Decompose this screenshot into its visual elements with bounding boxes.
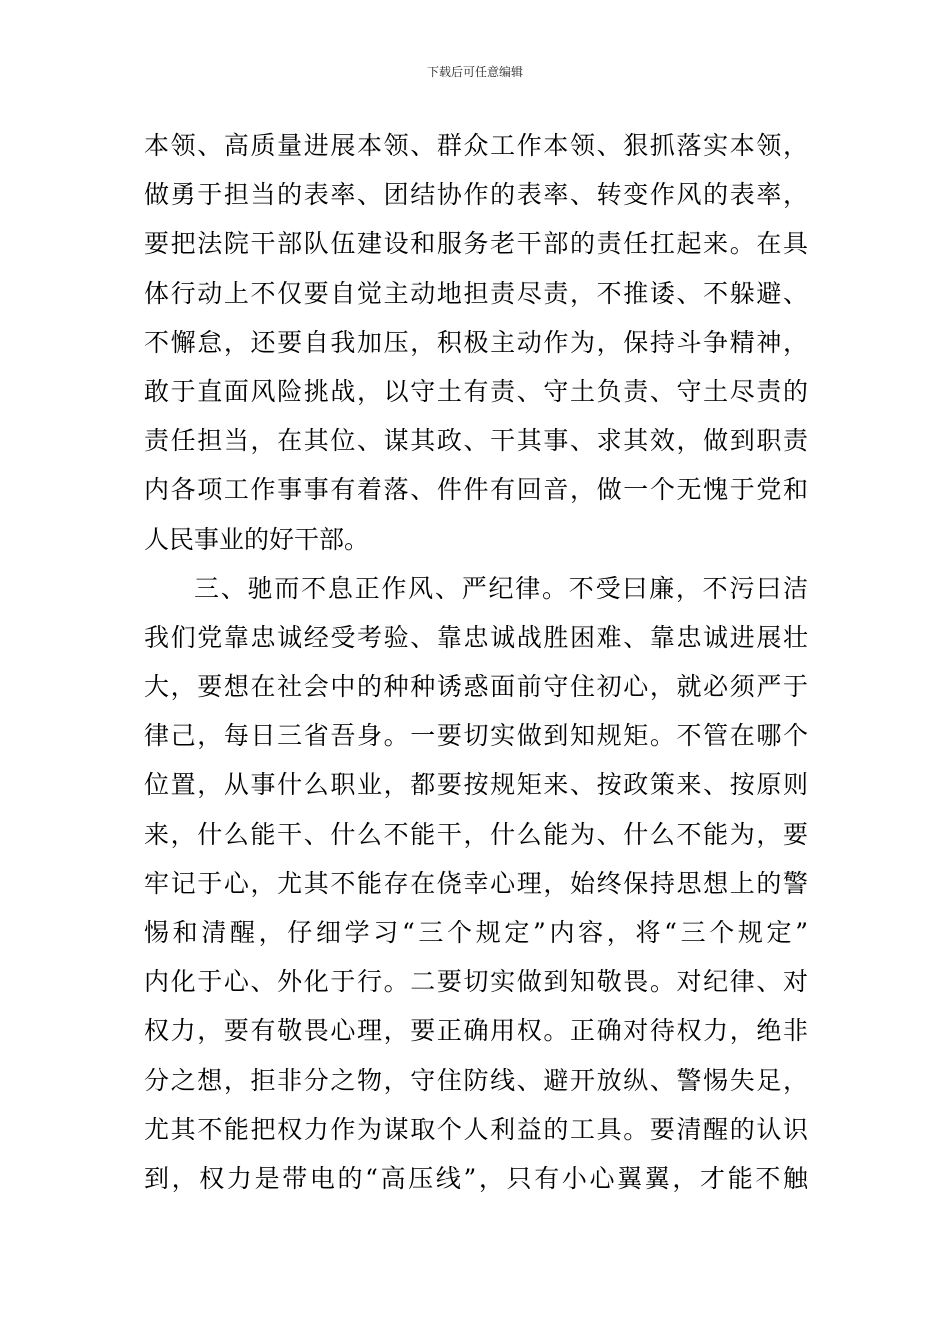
- text-line: 我们党靠忠诚经受考验、靠忠诚战胜困难、靠忠诚进展壮: [144, 622, 808, 652]
- text-line: 到，权力是带电的“高压线”，只有小心翼翼，才能不触: [144, 1163, 808, 1193]
- text-line: 律己，每日三省吾身。一要切实做到知规矩。不管在哪个: [144, 721, 808, 751]
- text-line: 责任担当，在其位、谋其政、干其事、求其效，做到职责: [144, 426, 808, 456]
- text-line: 来，什么能干、什么不能干，什么能为、什么不能为，要: [144, 819, 808, 849]
- text-line: 惕和清醒，仔细学习“三个规定”内容，将“三个规定”: [144, 918, 808, 947]
- text-line: 人民事业的好干部。: [144, 524, 370, 554]
- text-line: 尤其不能把权力作为谋取个人利益的工具。要清醒的认识: [144, 1114, 808, 1144]
- section-heading-line: 三、驰而不息正作风、严纪律。不受曰廉，不污曰洁: [194, 573, 808, 603]
- text-line: 大，要想在社会中的种种诱惑面前守住初心，就必须严于: [144, 672, 808, 702]
- text-line: 体行动上不仅要自觉主动地担责尽责，不推诿、不躲避、: [144, 278, 808, 308]
- text-line: 本领、高质量进展本领、群众工作本领、狠抓落实本领，: [144, 131, 808, 160]
- text-line: 不懈怠，还要自我加压，积极主动作为，保持斗争精神，: [144, 327, 808, 357]
- document-body: [144, 121, 808, 1203]
- text-line: 敢于直面风险挑战，以守土有责、守土负责、守土尽责的: [144, 376, 808, 406]
- text-line: 内各项工作事事有着落、件件有回音，做一个无愧于党和: [144, 475, 808, 505]
- text-line: 要把法院干部队伍建设和服务老干部的责任扛起来。在具: [144, 229, 808, 259]
- page-header: 下载后可任意编辑: [426, 65, 523, 79]
- text-line: 内化于心、外化于行。二要切实做到知敬畏。对纪律、对: [144, 967, 808, 997]
- text-line: 分之想，拒非分之物，守住防线、避开放纵、警惕失足，: [144, 1065, 808, 1095]
- text-line: 权力，要有敬畏心理，要正确用权。正确对待权力，绝非: [144, 1016, 808, 1046]
- text-line: 牢记于心，尤其不能存在侥幸心理，始终保持思想上的警: [144, 868, 808, 898]
- text-line: 位置，从事什么职业，都要按规矩来、按政策来、按原则: [144, 770, 808, 800]
- text-line: 做勇于担当的表率、团结协作的表率、转变作风的表率，: [144, 180, 808, 210]
